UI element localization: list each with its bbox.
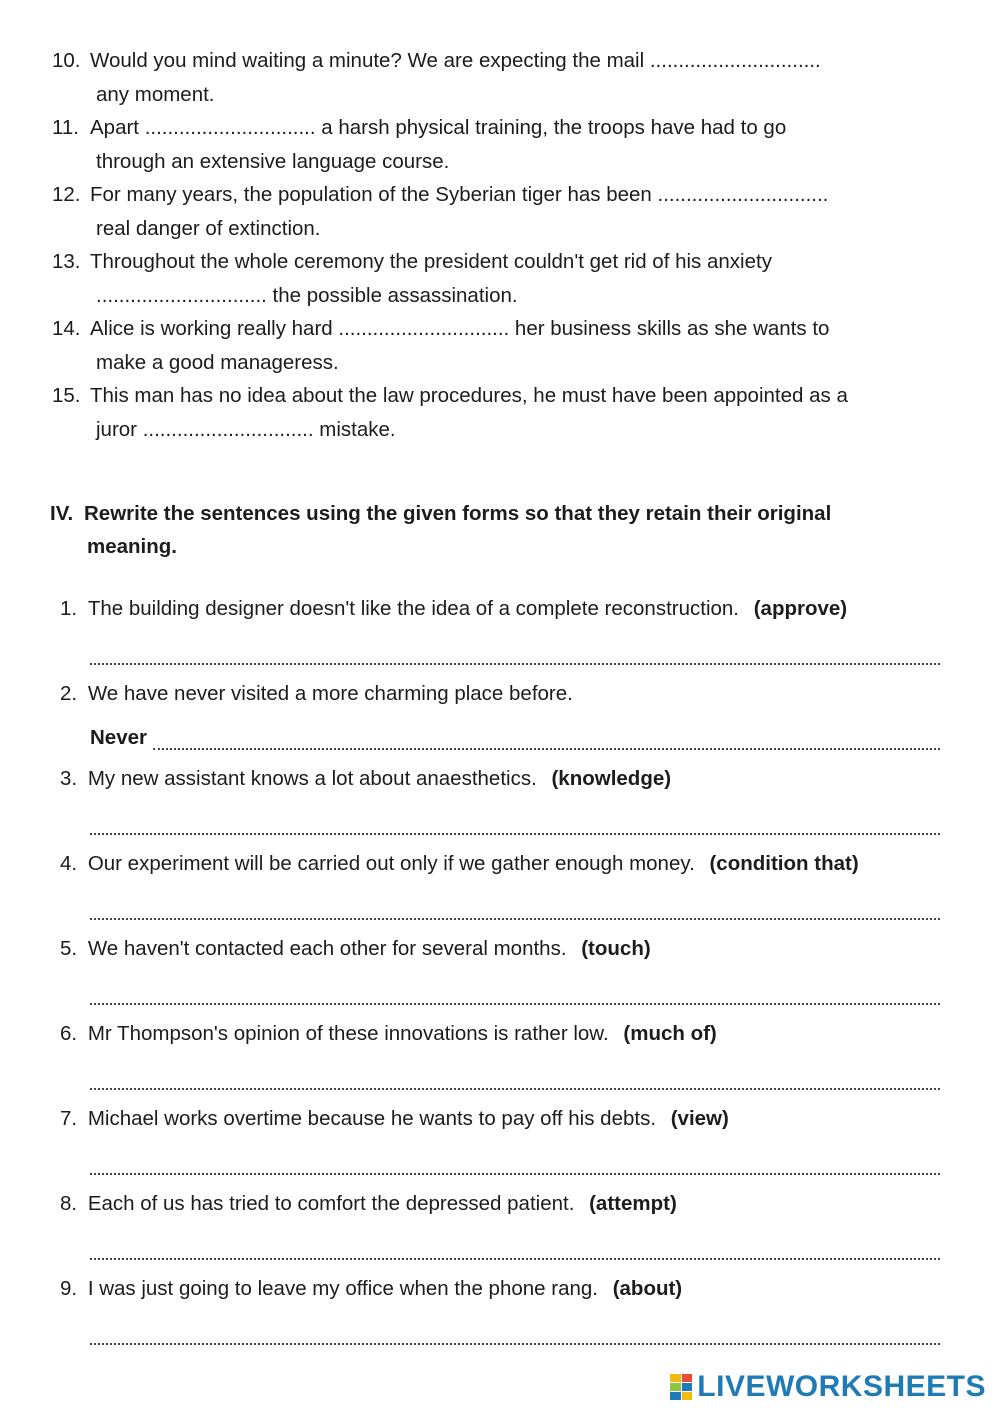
item-number: 8.	[60, 1192, 78, 1215]
rewrite-sentence	[60, 937, 651, 961]
sentence-starter: Never	[90, 726, 147, 749]
sentence-text: I was just going to leave my office when the phone rang.	[87, 1277, 598, 1300]
item-number: 7.	[60, 1107, 78, 1130]
item-line-2: through an extensive language course.	[96, 149, 450, 173]
keyword-prompt: (condition that)	[709, 852, 859, 875]
section-number: IV.	[50, 502, 74, 525]
list-item	[52, 111, 932, 178]
answer-line[interactable]	[90, 1319, 940, 1345]
rewrite-item	[60, 937, 940, 1022]
item-line-2: juror .............................. mistake.	[96, 417, 396, 441]
keyword-prompt: (much of)	[623, 1022, 717, 1045]
sentence-text: We have never visited a more charming place before.	[87, 682, 573, 705]
item-line-2: make a good manageress.	[96, 350, 339, 374]
item-number: 13.	[52, 250, 81, 273]
list-item	[52, 312, 932, 379]
list-item	[52, 178, 932, 245]
keyword-prompt: (touch)	[581, 937, 651, 960]
rewrite-sentence	[60, 767, 671, 791]
heading-line-2: meaning.	[87, 535, 177, 558]
sentence-text: Each of us has tried to comfort the depressed patient.	[87, 1192, 575, 1215]
answer-line[interactable]	[90, 724, 940, 750]
rewrite-sentence	[60, 1107, 729, 1131]
section-3-items	[52, 44, 932, 446]
answer-fill[interactable]	[153, 728, 940, 750]
section-4-items	[60, 597, 940, 1362]
sentence-text: Michael works overtime because he wants to pay off his debts.	[87, 1107, 657, 1130]
item-number: 10.	[52, 49, 81, 72]
item-number: 9.	[60, 1277, 78, 1300]
item-number: 6.	[60, 1022, 78, 1045]
item-line-2: .............................. the possible assassination.	[96, 283, 518, 307]
rewrite-item	[60, 852, 940, 937]
sentence-text: Mr Thompson's opinion of these innovations is rather low.	[87, 1022, 609, 1045]
rewrite-item	[60, 767, 940, 852]
answer-line[interactable]	[90, 1064, 940, 1090]
item-line-1: For many years, the population of the Syberian tiger has been ..............................	[90, 183, 829, 206]
answer-line[interactable]	[90, 1149, 940, 1175]
answer-line[interactable]	[90, 1234, 940, 1260]
answer-line[interactable]	[90, 894, 940, 920]
item-line-1: Apart .............................. a harsh physical training, the troops have had to go	[90, 116, 787, 139]
item-line-2: real danger of extinction.	[96, 216, 321, 240]
item-line-1: Throughout the whole ceremony the president couldn't get rid of his anxiety	[90, 250, 772, 273]
rewrite-sentence	[60, 597, 847, 621]
keyword-prompt: (approve)	[753, 597, 848, 620]
sentence-text: The building designer doesn't like the idea of a complete reconstruction.	[87, 597, 740, 620]
item-number: 12.	[52, 183, 81, 206]
item-number: 5.	[60, 937, 78, 960]
rewrite-sentence	[60, 1192, 677, 1216]
item-line-1: Alice is working really hard .............................. her business skills as she wants to	[90, 317, 830, 340]
sentence-text: My new assistant knows a lot about anaesthetics.	[87, 767, 537, 790]
answer-line[interactable]	[90, 809, 940, 835]
keyword-prompt: (knowledge)	[551, 767, 672, 790]
rewrite-sentence	[60, 1277, 682, 1301]
rewrite-item	[60, 597, 940, 682]
item-number: 4.	[60, 852, 78, 875]
rewrite-item	[60, 1277, 940, 1362]
rewrite-item	[60, 1022, 940, 1107]
rewrite-item	[60, 1192, 940, 1277]
item-line-2: any moment.	[96, 82, 215, 106]
heading-line-1: Rewrite the sentences using the given forms so that they retain their original	[84, 502, 832, 525]
rewrite-sentence	[60, 1022, 717, 1046]
sentence-text: We haven't contacted each other for several months.	[87, 937, 567, 960]
item-number: 15.	[52, 384, 81, 407]
rewrite-item	[60, 1107, 940, 1192]
item-line-1: Would you mind waiting a minute? We are expecting the mail ..............................	[90, 49, 821, 72]
list-item	[52, 379, 932, 446]
section-4-heading	[50, 497, 930, 563]
item-line-1: This man has no idea about the law procedures, he must have been appointed as a	[90, 384, 848, 407]
rewrite-sentence	[60, 682, 573, 706]
keyword-prompt: (about)	[612, 1277, 683, 1300]
brand-icon	[670, 1374, 692, 1400]
keyword-prompt: (attempt)	[589, 1192, 677, 1215]
item-number: 2.	[60, 682, 78, 705]
list-item	[52, 44, 932, 111]
brand-name: LIVEWORKSHEETS	[697, 1370, 986, 1403]
list-item	[52, 245, 932, 312]
keyword-prompt: (view)	[670, 1107, 729, 1130]
rewrite-sentence	[60, 852, 859, 876]
rewrite-item	[60, 682, 940, 767]
answer-line[interactable]	[90, 979, 940, 1005]
item-number: 14.	[52, 317, 81, 340]
item-number: 3.	[60, 767, 78, 790]
answer-line[interactable]	[90, 639, 940, 665]
sentence-text: Our experiment will be carried out only if we gather enough money.	[87, 852, 695, 875]
liveworksheets-logo[interactable]	[670, 1370, 986, 1404]
item-number: 1.	[60, 597, 78, 620]
item-number: 11.	[52, 116, 79, 139]
